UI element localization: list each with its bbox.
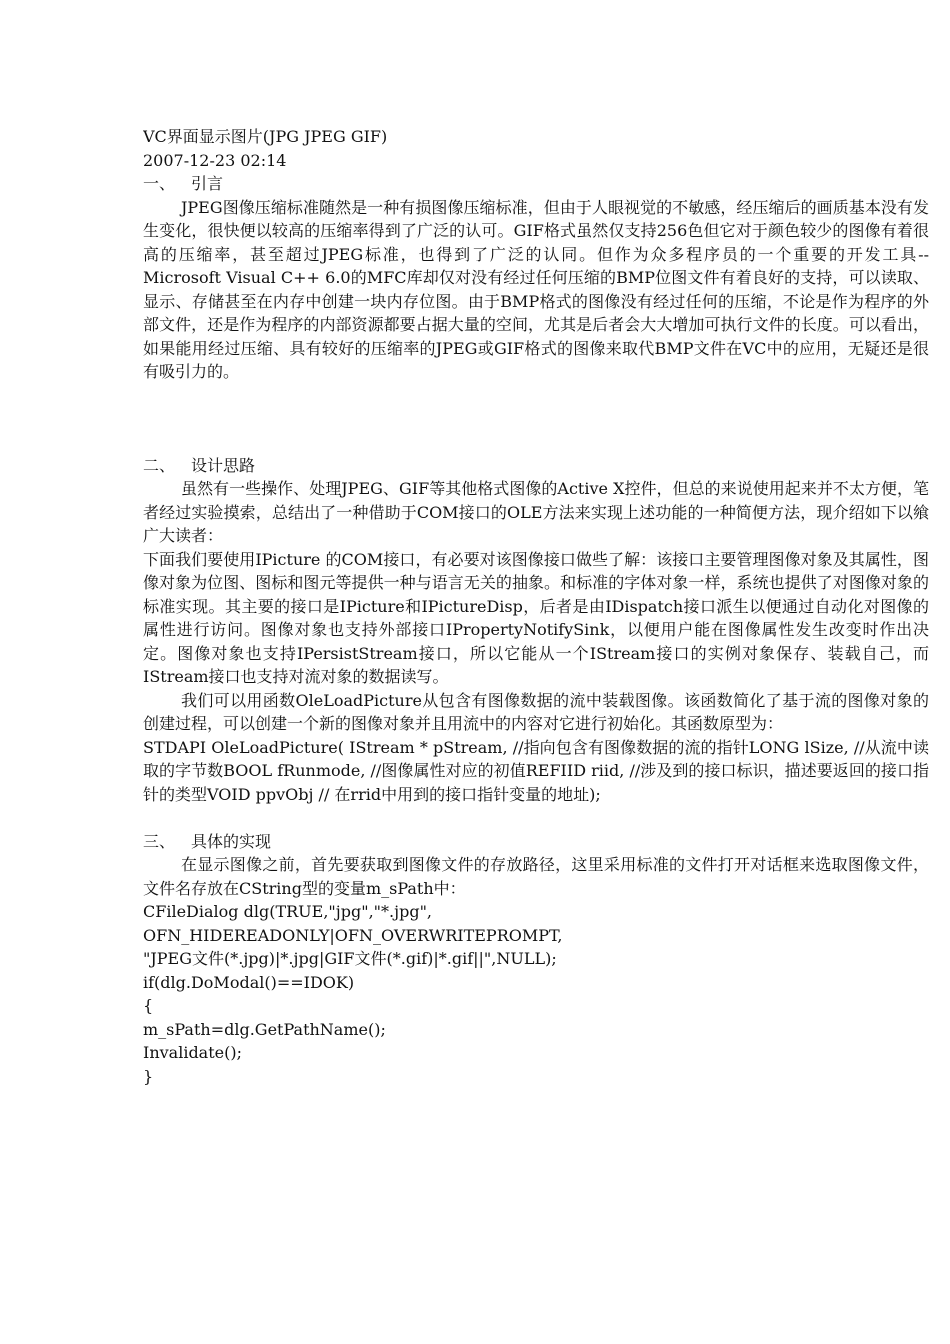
section3-paragraph: 在显示图像之前，首先要获取到图像文件的存放路径，这里采用标准的文件打开对话框来选取图像文件，文件名存放在CString型的变量m_sPath中： bbox=[143, 855, 929, 898]
code-line: Invalidate(); bbox=[143, 1043, 242, 1062]
section2-prototype: STDAPI OleLoadPicture( IStream * pStream, //指向包含有图像数据的流的指针LONG lSize, //从流中读取的字节数BOOL fRunmode, //图像属性对应的初值REFIID riid, //涉及到的接口标识，描述要返回的接口指针的类型VOID ppvObj // 在rrid中用到的接口指针变量的地址); bbox=[143, 737, 929, 804]
code-line: m_sPath=dlg.GetPathName(); bbox=[143, 1019, 386, 1039]
doc-title: VC界面显示图片(JPG JPEG GIF) bbox=[143, 127, 388, 146]
code-line: CFileDialog dlg(TRUE,"jpg","*.jpg", bbox=[143, 902, 433, 921]
section3-number: 三、 bbox=[143, 831, 176, 851]
section2-paragraph-3: 我们可以用函数OleLoadPicture从包含有图像数据的流中装载图像。该函数简化了基于流的图像对象的创建过程，可以创建一个新的图像对象并且用流中的内容对它进行初始化。其函数原型为： bbox=[143, 690, 929, 733]
code-line: } bbox=[143, 1066, 154, 1086]
section1-number: 一、 bbox=[143, 174, 176, 193]
spacer bbox=[143, 384, 929, 454]
section1-paragraph: JPEG图像压缩标准随然是一种有损图像压缩标准，但由于人眼视觉的不敏感，经压缩后的画质基本没有发生变化，很快便以较高的压缩率得到了广泛的认可。GIF格式虽然仅支持256色但它对于颜色较少的图像有着很高的压缩率，甚至超过JPEG标准，也得到了广泛的认同。但作为众多程序员的一个重要的开发工具--Microsoft Visual C++ 6.0的MFC库却仅对没有经过任何压缩的BMP位图文件有着良好的支持，可以读取、显示、存储甚至在内存中创建一块内存位图。由于BMP格式的图像没有经过任何的压缩，不论是作为程序的外部文件，还是作为程序的内部资源都要占据大量的空间，尤其是后者会大大增加可执行文件的长度。可以看出，如果能用经过压缩、具有较好的压缩率的JPEG或GIF格式的图像来取代BMP文件在VC中的应用，无疑还是很有吸引力的。 bbox=[143, 197, 929, 381]
code-line: { bbox=[143, 996, 154, 1015]
section3-title: 具体的实现 bbox=[191, 831, 272, 851]
section2-title: 设计思路 bbox=[191, 455, 256, 475]
section1-heading bbox=[143, 172, 929, 196]
section3-heading bbox=[143, 830, 929, 854]
code-line: OFN_HIDEREADONLY|OFN_OVERWRITEPROMPT, bbox=[143, 925, 563, 945]
code-line: if(dlg.DoModal()==IDOK) bbox=[143, 972, 355, 992]
section1-title: 引言 bbox=[191, 174, 224, 193]
spacer bbox=[143, 806, 929, 830]
section2-paragraph-1: 虽然有一些操作、处理JPEG、GIF等其他格式图像的Active X控件，但总的来说使用起来并不太方便，笔者经过实验摸索，总结出了一种借助于COM接口的OLE方法来实现上述功能的一种简便方法，现介绍如下以飨广大读者： bbox=[143, 479, 929, 545]
code-block bbox=[143, 900, 929, 1088]
section2-heading bbox=[143, 454, 929, 478]
doc-date: 2007-12-23 02:14 bbox=[143, 150, 287, 170]
document-page bbox=[143, 125, 929, 1088]
section2-number: 二、 bbox=[143, 455, 176, 475]
section2-paragraph-2: 下面我们要使用IPicture 的COM接口，有必要对该图像接口做些了解：该接口主要管理图像对象及其属性，图像对象为位图、图标和图元等提供一种与语言无关的抽象。和标准的字体对象一样，系统也提供了对图像对象的标准实现。其主要的接口是IPicture和IPictureDisp，后者是由IDispatch接口派生以便通过自动化对图像的属性进行访问。图像对象也支持外部接口IPropertyNotifySink，以便用户能在图像属性发生改变时作出决定。图像对象也支持IPersistStream接口，所以它能从一个IStream接口的实例对象保存、装载自己，而IStream接口也支持对流对象的数据读写。 bbox=[143, 549, 929, 686]
code-line: "JPEG文件(*.jpg)|*.jpg|GIF文件(*.gif)|*.gif||",NULL); bbox=[143, 949, 557, 968]
